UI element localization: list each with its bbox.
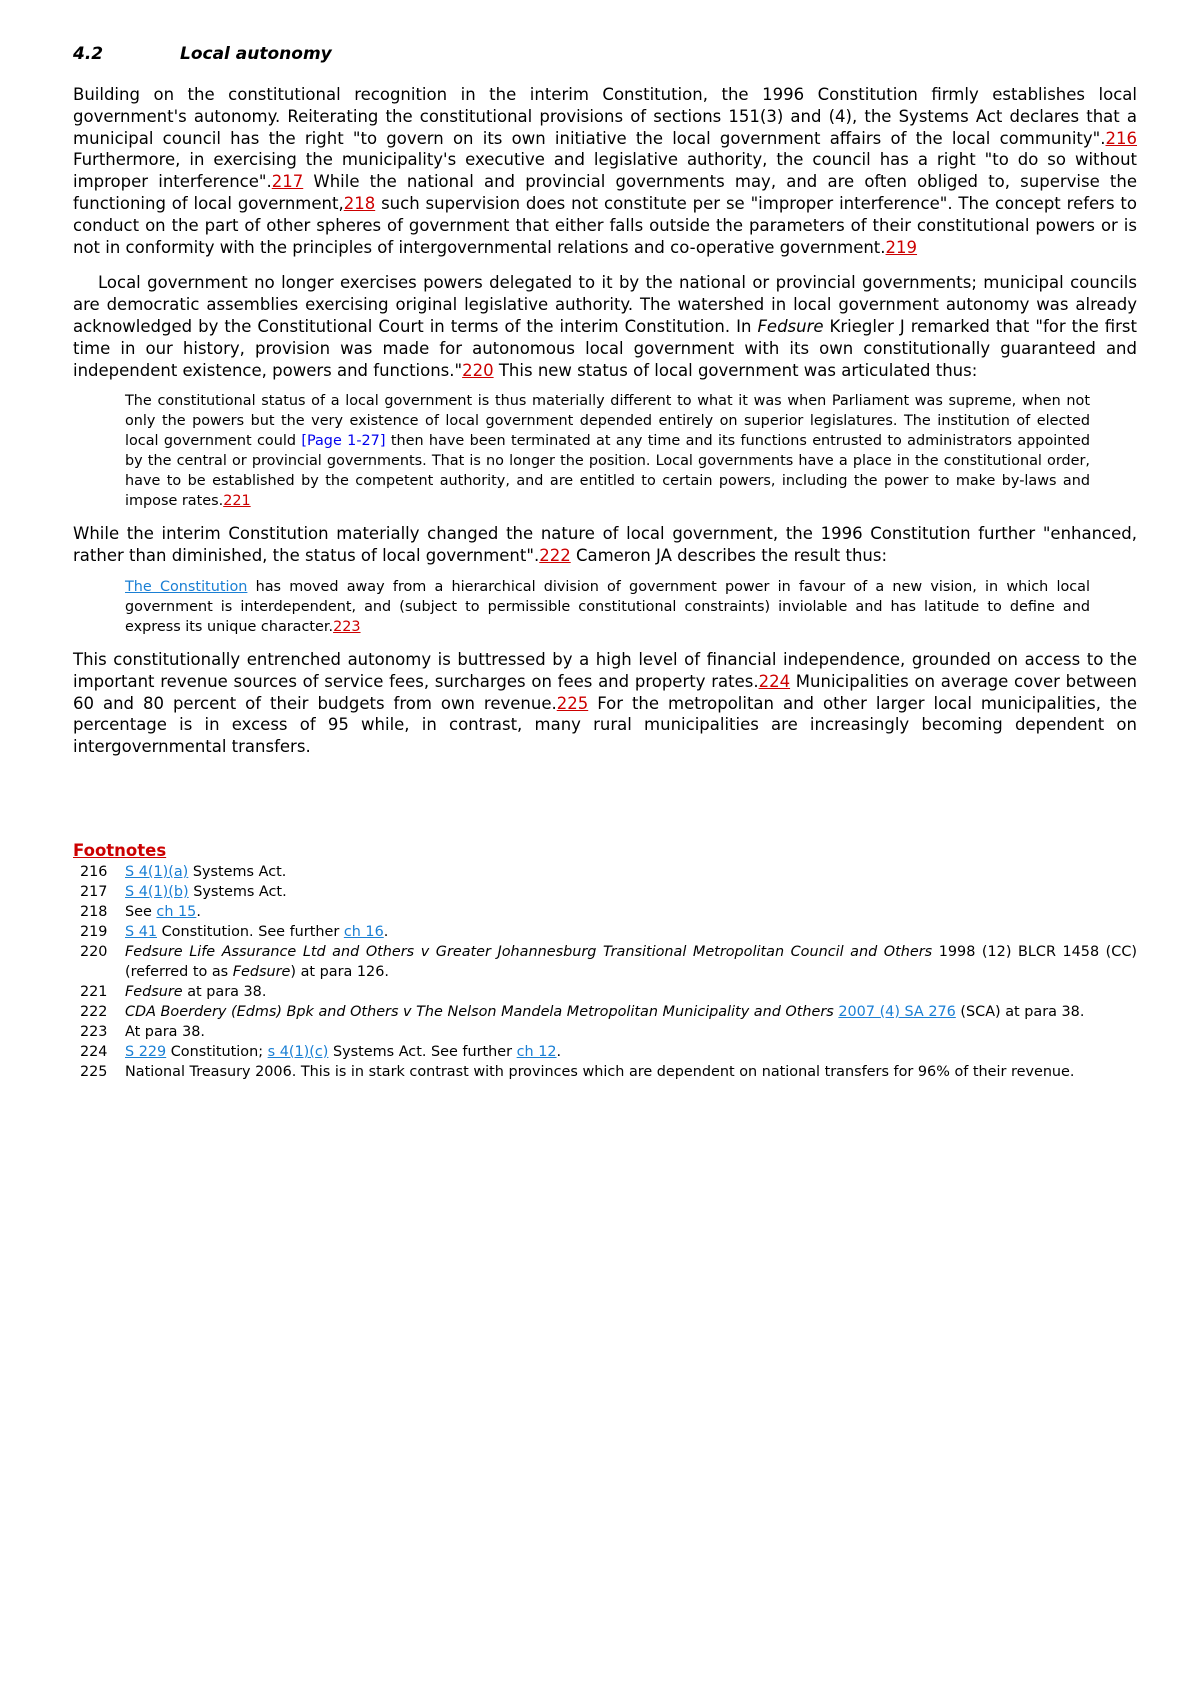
text: . [383, 923, 389, 940]
text: National Treasury 2006. This is in stark contrast with provinces which are dependent on national transfers for 96% of their revenue. [125, 1063, 1075, 1080]
law-report-link[interactable]: 2007 (4) SA 276 [838, 1003, 956, 1020]
chapter-link[interactable]: ch 16 [343, 923, 384, 940]
footnote-221 [73, 982, 1137, 1002]
footnote-text [125, 1022, 1137, 1042]
page-marker: [Page 1-27] [301, 433, 386, 450]
footnote-text [125, 862, 1137, 882]
case-name: Fedsure [125, 983, 183, 1000]
text: Furthermore, in exercising the municipality's executive and legislative authority, the council has a right "to do so without improper interference". [73, 150, 1137, 192]
paragraph-1 [73, 84, 1137, 258]
footnote-ref-225[interactable]: 225 [556, 693, 589, 713]
footnote-219 [73, 922, 1137, 942]
text: then have been terminated at any time and its functions entrusted to administrators appointed by the central or provincial governments. That is no longer the position. Local governments have a place in the constitutional order, have to be established by the competent authority, and are entitled to certain powers, including the power to make by-laws and impose rates. [125, 433, 1090, 510]
text: 1998 (12) BLCR 1458 (CC) (referred to as [125, 943, 1137, 980]
footnote-ref-218[interactable]: 218 [343, 193, 376, 213]
footnote-ref-217[interactable]: 217 [271, 172, 304, 192]
case-name: Fedsure [232, 963, 291, 980]
document-page [73, 44, 1137, 1082]
text: Building on the constitutional recognition in the interim Constitution, the 1996 Constitution firmly establishes local government's autonomy. Reiterating the constitutional provisions of sections 151(3) and (4), the Systems Act declares that a municipal council has the right "to govern on its own initiative the local government affairs of the local community". [73, 85, 1137, 148]
text: This constitutionally entrenched autonomy is buttressed by a high level of financial independence, grounded on access to the important revenue sources of service fees, surcharges on fees and property rates. [73, 649, 1137, 691]
text: at para 38. [182, 983, 267, 1000]
text: Municipalities on average cover between 60 and 80 percent of their budgets from own revenue. [73, 671, 1137, 713]
footnote-text [125, 902, 1137, 922]
footnote-220 [73, 942, 1137, 982]
paragraph-2 [73, 272, 1137, 381]
statute-link[interactable]: S 4(1)(b) [125, 883, 189, 900]
case-name: Fedsure Life Assurance Ltd and Others v Greater Johannesburg Transitional Metropolitan Council and Others [125, 943, 933, 960]
case-name: CDA Boerdery (Edms) Bpk and Others v The Nelson Mandela Metropolitan Municipality and Others [125, 1003, 834, 1020]
text: This new status of local government was articulated thus: [493, 360, 978, 380]
footnote-225 [73, 1062, 1137, 1082]
text: Cameron JA describes the result thus: [570, 546, 888, 566]
statute-link[interactable]: S 41 [125, 923, 158, 940]
footnote-number: 220 [80, 943, 108, 960]
footnote-number: 224 [80, 1043, 108, 1060]
footnote-number: 225 [80, 1063, 108, 1080]
footnote-text [125, 982, 1137, 1002]
text: While the interim Constitution materially changed the nature of local government, the 1996 Constitution further "enhanced, rather than diminished, the status of local government". [73, 524, 1137, 566]
chapter-link[interactable]: ch 12 [516, 1043, 557, 1060]
text: Local government no longer exercises powers delegated to it by the national or provincial governments; municipal councils are democratic assemblies exercising original legislative authority. The watershed in local government autonomy was already acknowledged by the Constitutional Court in terms of the interim Constitution. In [73, 273, 1137, 336]
text: Systems Act. See further [328, 1043, 517, 1060]
section-title: Local autonomy [180, 44, 332, 64]
footnote-223 [73, 1022, 1137, 1042]
statute-link[interactable]: s 4(1)(c) [267, 1043, 329, 1060]
footnote-text [125, 1002, 1137, 1022]
text: At para 38. [125, 1023, 205, 1040]
footnote-222 [73, 1002, 1137, 1022]
footnote-number: 223 [80, 1023, 108, 1040]
footnote-number: 222 [80, 1003, 108, 1020]
text: For the metropolitan and other larger local municipalities, the percentage is in excess of 95 while, in contrast, many rural municipalities are increasingly becoming dependent on intergovernmental transfers. [73, 693, 1138, 757]
footnote-number: 216 [80, 863, 108, 880]
chapter-link[interactable]: ch 15 [156, 903, 197, 920]
footnote-ref-223[interactable]: 223 [333, 618, 361, 635]
footnote-ref-220[interactable]: 220 [462, 360, 494, 380]
text: (SCA) at para 38. [955, 1003, 1085, 1020]
footnote-ref-221[interactable]: 221 [223, 493, 251, 510]
text: Systems Act. [188, 863, 287, 880]
footnote-number: 219 [80, 923, 108, 940]
text: . [556, 1043, 562, 1060]
text: has moved away from a hierarchical division of government power in favour of a new vision, in which local government is interdependent, and (subject to permissible constitutional constraints) inviolable and has latitude to define and express its unique character. [125, 578, 1090, 635]
paragraph-4 [73, 649, 1137, 758]
footnote-224 [73, 1042, 1137, 1062]
statute-link[interactable]: S 229 [125, 1043, 167, 1060]
block-quote-1 [125, 391, 1090, 511]
footnote-216 [73, 862, 1137, 882]
footnote-ref-222[interactable]: 222 [539, 546, 571, 566]
statute-link[interactable]: S 4(1)(a) [125, 863, 189, 880]
footnote-text [125, 942, 1137, 982]
footnote-ref-219[interactable]: 219 [885, 237, 918, 257]
footnote-217 [73, 882, 1137, 902]
text: Systems Act. [188, 883, 287, 900]
footnote-text [125, 1042, 1137, 1062]
section-number: 4.2 [73, 44, 104, 64]
constitution-link[interactable]: The Constitution [125, 578, 248, 595]
text: Constitution. See further [157, 923, 344, 940]
footnote-text [125, 882, 1137, 902]
footnotes-title: Footnotes [73, 840, 167, 860]
footnote-ref-216[interactable]: 216 [1105, 128, 1137, 148]
text: See [125, 903, 157, 920]
paragraph-3 [73, 523, 1137, 567]
footnote-218 [73, 902, 1137, 922]
section-heading [73, 44, 1137, 64]
footnote-number: 221 [80, 983, 108, 1000]
text: While the national and provincial governments may, and are often obliged to, supervise the functioning of local government, [73, 172, 1137, 213]
text: The constitutional status of a local government is thus materially different to what it was when Parliament was supreme, when not only the powers but the very existence of local government depended entirely on superior legislatures. The institution of elected local government could [125, 393, 1090, 450]
text: such supervision does not constitute per se "improper interference". The concept refers to conduct on the part of other spheres of government that either falls outside the parameters of their constitutional powers or is not in conformity with the principles of intergovernmental relations and co-operative government. [73, 193, 1137, 257]
footnote-ref-224[interactable]: 224 [758, 671, 791, 691]
footnote-number: 217 [80, 883, 108, 900]
footnotes-section [73, 841, 1137, 1082]
text: . [196, 903, 201, 920]
case-name: Fedsure [757, 316, 824, 336]
footnote-number: 218 [80, 903, 108, 920]
block-quote-2 [125, 577, 1090, 637]
text: ) at para 126. [290, 963, 389, 980]
footnote-text [125, 922, 1137, 942]
text: Kriegler J remarked that "for the first time in our history, provision was made for autonomous local government with its own constitutionally guaranteed and independent existence, powers and functions." [73, 316, 1137, 380]
text: Constitution; [166, 1043, 268, 1060]
footnote-text [125, 1062, 1137, 1082]
